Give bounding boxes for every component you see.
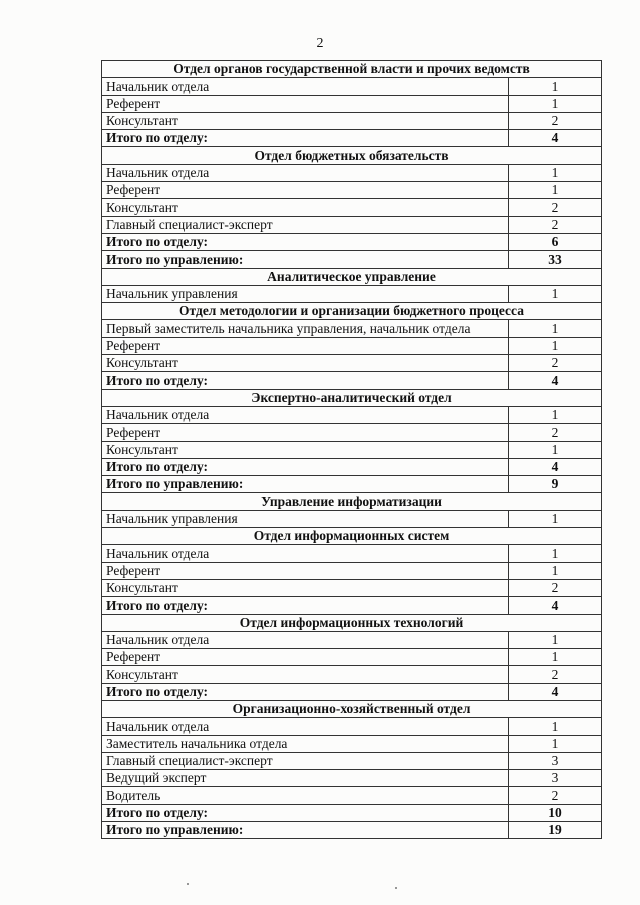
position-count: 2: [509, 579, 602, 596]
position-row: [102, 735, 602, 752]
section-header-row: [102, 389, 602, 406]
total-count: 10: [509, 804, 602, 821]
total-count: 4: [509, 372, 602, 389]
page-number: 2: [316, 36, 324, 51]
total-label: Итого по отделу:: [102, 804, 509, 821]
position-row: [102, 199, 602, 216]
section-header-row: [102, 61, 602, 78]
position-name: Ведущий эксперт: [102, 770, 509, 787]
position-name: Консультант: [102, 199, 509, 216]
position-count: 1: [509, 320, 602, 337]
position-name: Главный специалист-эксперт: [102, 752, 509, 769]
position-row: [102, 182, 602, 199]
position-name: Консультант: [102, 666, 509, 683]
total-row: [102, 476, 602, 493]
position-name: Референт: [102, 562, 509, 579]
position-row: [102, 649, 602, 666]
section-header-row: [102, 700, 602, 717]
position-name: Консультант: [102, 112, 509, 129]
position-row: [102, 320, 602, 337]
position-name: Главный специалист-эксперт: [102, 216, 509, 233]
staff-table-body: [102, 61, 602, 839]
position-row: [102, 770, 602, 787]
position-name: Референт: [102, 182, 509, 199]
section-header-row: [102, 268, 602, 285]
section-title: Отдел информационных систем: [102, 528, 602, 545]
total-count: 6: [509, 233, 602, 250]
position-name: Начальник отдела: [102, 631, 509, 648]
section-title: Организационно-хозяйственный отдел: [102, 700, 602, 717]
total-label: Итого по отделу:: [102, 597, 509, 614]
position-count: 1: [509, 441, 602, 458]
position-name: Референт: [102, 424, 509, 441]
total-label: Итого по управлению:: [102, 251, 509, 268]
position-name: Заместитель начальника отдела: [102, 735, 509, 752]
position-count: 2: [509, 216, 602, 233]
staff-table: [101, 60, 602, 839]
position-count: 1: [509, 337, 602, 354]
position-count: 1: [509, 545, 602, 562]
total-row: [102, 233, 602, 250]
position-row: [102, 631, 602, 648]
section-title: Экспертно-аналитический отдел: [102, 389, 602, 406]
total-label: Итого по отделу:: [102, 372, 509, 389]
section-header-row: [102, 528, 602, 545]
position-name: Начальник отдела: [102, 545, 509, 562]
position-count: 1: [509, 95, 602, 112]
position-count: 1: [509, 631, 602, 648]
position-name: Начальник управления: [102, 285, 509, 302]
position-count: 2: [509, 112, 602, 129]
total-count: 19: [509, 822, 602, 839]
section-title: Отдел методологии и организации бюджетного процесса: [102, 303, 602, 320]
position-count: 2: [509, 787, 602, 804]
position-name: Консультант: [102, 441, 509, 458]
position-count: 1: [509, 164, 602, 181]
total-label: Итого по управлению:: [102, 822, 509, 839]
total-row: [102, 372, 602, 389]
total-label: Итого по отделу:: [102, 233, 509, 250]
total-row: [102, 130, 602, 147]
position-row: [102, 337, 602, 354]
section-header-row: [102, 493, 602, 510]
position-row: [102, 441, 602, 458]
total-row: [102, 683, 602, 700]
position-row: [102, 164, 602, 181]
total-row: [102, 458, 602, 475]
position-row: [102, 562, 602, 579]
position-count: 2: [509, 666, 602, 683]
total-count: 4: [509, 458, 602, 475]
position-name: Начальник отдела: [102, 78, 509, 95]
position-row: [102, 666, 602, 683]
position-name: Референт: [102, 337, 509, 354]
position-count: 1: [509, 562, 602, 579]
position-count: 3: [509, 752, 602, 769]
total-row: [102, 822, 602, 839]
position-name: Референт: [102, 95, 509, 112]
total-label: Итого по управлению:: [102, 476, 509, 493]
position-count: 1: [509, 735, 602, 752]
position-row: [102, 579, 602, 596]
section-title: Отдел органов государственной власти и прочих ведомств: [102, 61, 602, 78]
position-count: 1: [509, 510, 602, 527]
scan-speck: [395, 887, 397, 889]
total-count: 4: [509, 683, 602, 700]
position-row: [102, 545, 602, 562]
position-count: 1: [509, 182, 602, 199]
total-label: Итого по отделу:: [102, 130, 509, 147]
total-row: [102, 804, 602, 821]
position-name: Водитель: [102, 787, 509, 804]
total-label: Итого по отделу:: [102, 458, 509, 475]
total-count: 33: [509, 251, 602, 268]
position-row: [102, 78, 602, 95]
position-count: 1: [509, 78, 602, 95]
scan-speck: [187, 883, 189, 885]
position-name: Консультант: [102, 355, 509, 372]
position-row: [102, 787, 602, 804]
position-count: 1: [509, 649, 602, 666]
position-count: 1: [509, 406, 602, 423]
position-name: Начальник отдела: [102, 164, 509, 181]
total-count: 4: [509, 130, 602, 147]
section-title: Аналитическое управление: [102, 268, 602, 285]
section-header-row: [102, 614, 602, 631]
position-row: [102, 216, 602, 233]
position-row: [102, 424, 602, 441]
position-count: 3: [509, 770, 602, 787]
total-count: 9: [509, 476, 602, 493]
position-count: 2: [509, 355, 602, 372]
position-name: Начальник отдела: [102, 718, 509, 735]
position-name: Первый заместитель начальника управления, начальник отдела: [102, 320, 509, 337]
position-count: 1: [509, 285, 602, 302]
position-row: [102, 718, 602, 735]
position-name: Референт: [102, 649, 509, 666]
position-row: [102, 285, 602, 302]
total-count: 4: [509, 597, 602, 614]
position-count: 1: [509, 718, 602, 735]
section-title: Управление информатизации: [102, 493, 602, 510]
section-header-row: [102, 147, 602, 164]
position-row: [102, 406, 602, 423]
position-row: [102, 95, 602, 112]
position-count: 2: [509, 424, 602, 441]
total-label: Итого по отделу:: [102, 683, 509, 700]
position-row: [102, 510, 602, 527]
section-title: Отдел информационных технологий: [102, 614, 602, 631]
total-row: [102, 597, 602, 614]
position-count: 2: [509, 199, 602, 216]
section-title: Отдел бюджетных обязательств: [102, 147, 602, 164]
position-name: Начальник управления: [102, 510, 509, 527]
section-header-row: [102, 303, 602, 320]
position-row: [102, 752, 602, 769]
position-name: Начальник отдела: [102, 406, 509, 423]
position-row: [102, 112, 602, 129]
total-row: [102, 251, 602, 268]
position-name: Консультант: [102, 579, 509, 596]
position-row: [102, 355, 602, 372]
